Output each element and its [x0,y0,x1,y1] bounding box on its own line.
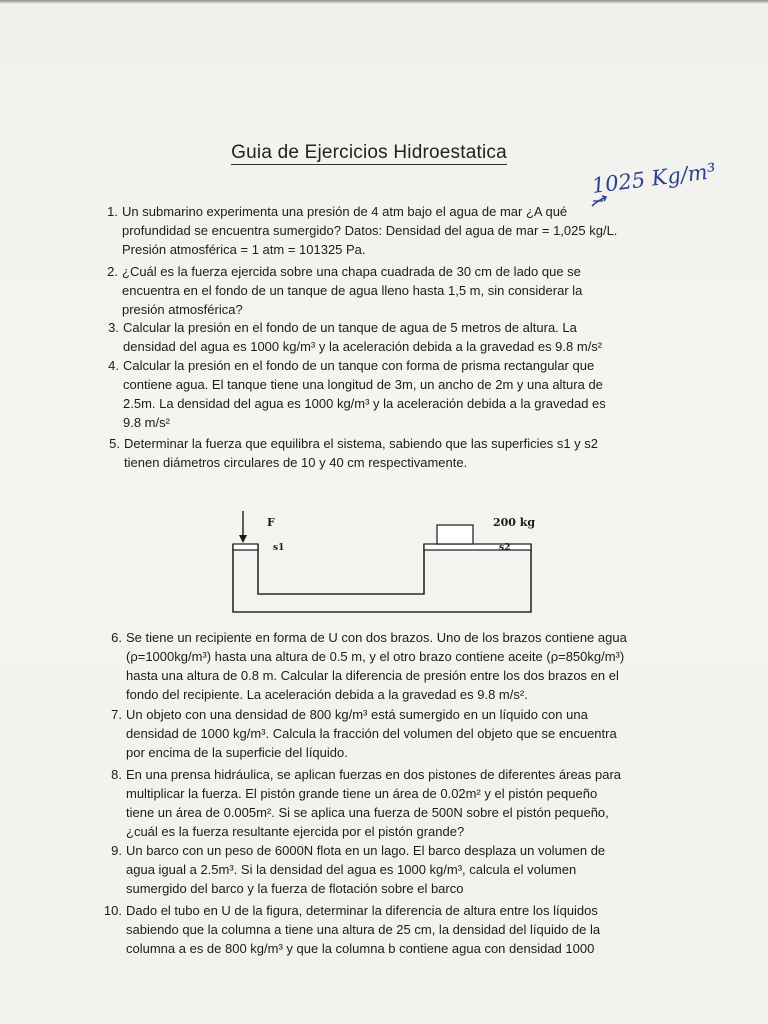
exercise-item [111,705,617,762]
exercise-line: profundidad se encuentra sumergido? Datos: Densidad del agua de mar = 1,025 kg/L. [122,223,618,238]
exercise-item [103,901,601,958]
exercise-number: 9. [111,843,122,858]
exercise-item [107,202,618,259]
document-title-text: Guia de Ejercicios Hidroestatica [231,142,507,163]
piston-s2 [424,544,531,550]
exercise-line: (ρ=1000kg/m³) hasta una altura de 0.5 m, y el otro brazo contiene aceite (ρ=850kg/m³) [126,649,625,664]
exercise-line: 2.5m. La densidad del agua es 1000 kg/m³ y la aceleración debida a la gravedad es [123,396,606,411]
s1-label: s1 [273,543,285,553]
exercise-number: 4. [108,358,119,373]
force-arrow-head [239,535,247,543]
handwritten-note: 1025 Kg/m³ [590,158,718,198]
s2-label: s2 [499,543,511,553]
exercise-line: contiene agua. El tanque tiene una longitud de 3m, un ancho de 2m y una altura de [123,377,603,392]
exercise-line: multiplicar la fuerza. El pistón grande tiene un área de 0.02m² y el pistón pequeño [126,786,598,801]
exercise-item [108,356,606,432]
hydraulic-press-diagram [225,508,555,623]
exercise-item [111,628,627,704]
exercise-line: Calcular la presión en el fondo de un tanque con forma de prisma rectangular que [123,358,595,373]
exercise-line: 9.8 m/s² [123,415,170,430]
exercise-line: Dado el tubo en U de la figura, determinar la diferencia de altura entre los líquidos [126,903,598,918]
exercise-number: 7. [111,707,122,722]
exercise-line: En una prensa hidráulica, se aplican fuerzas en dos pistones de diferentes áreas para [126,767,622,782]
exercise-line: presión atmosférica? [122,302,243,317]
exercise-line: encuentra en el fondo de un tanque de agua lleno hasta 1,5 m, sin considerar la [122,283,583,298]
exercise-line: densidad del agua es 1000 kg/m³ y la aceleración debida a la gravedad es 9.8 m/s² [123,339,603,354]
exercise-number: 3. [108,320,119,335]
exercise-line: por encima de la superficie del líquido. [126,745,348,760]
exercise-line: sumergido del barco y la fuerza de flotación sobre el barco [126,881,464,896]
exercise-number: 10. [103,903,122,918]
exercise-line: hasta una altura de 0.8 m. Calcular la diferencia de presión entre los dos brazos en el [126,668,619,683]
exercise-line: Se tiene un recipiente en forma de U con dos brazos. Uno de los brazos contiene agua [126,630,627,645]
force-label: F [267,516,275,529]
exercise-line: fondo del recipiente. La aceleración debida a la gravedad es 9.8 m/s². [126,687,528,702]
exercise-item [111,841,606,898]
piston-s1 [233,544,258,550]
exercise-number: 5. [109,436,120,451]
exercise-line: Un submarino experimenta una presión de 4 atm bajo el agua de mar ¿A qué [122,204,568,219]
exercise-line: ¿Cuál es la fuerza ejercida sobre una chapa cuadrada de 30 cm de lado que se [122,264,581,279]
exercise-line: tiene un área de 0.005m². Si se aplica una fuerza de 500N sobre el pistón pequeño, [126,805,609,820]
exercise-line: Calcular la presión en el fondo de un tanque de agua de 5 metros de altura. La [123,320,577,335]
exercise-item [108,318,603,356]
exercise-line: Presión atmosférica = 1 atm = 101325 Pa. [122,242,366,257]
exercise-item [107,262,583,319]
exercise-line: Un barco con un peso de 6000N flota en un lago. El barco desplaza un volumen de [126,843,606,858]
exercise-item [111,765,622,841]
exercise-line: tienen diámetros circulares de 10 y 40 cm respectivamente. [124,455,468,470]
exercise-number: 8. [111,767,122,782]
weight-block [437,525,473,544]
exercise-line: Un objeto con una densidad de 800 kg/m³ está sumergido en un líquido con una [126,707,588,722]
exercise-number: 1. [107,204,118,219]
exercise-number: 6. [111,630,122,645]
exercise-line: sabiendo que la columna a tiene una altura de 25 cm, la densidad del líquido de la [126,922,601,937]
weight-label: 200 kg [493,516,536,529]
exercise-line: ¿cuál es la fuerza resultante ejercida por el pistón grande? [126,824,465,839]
exercise-item [109,434,599,472]
exercise-line: agua igual a 2.5m³. Si la densidad del agua es 1000 kg/m³, calcula el volumen [126,862,577,877]
exercise-line: columna a es de 800 kg/m³ y que la columna b contiene agua con densidad 1000 [126,941,595,956]
u-tube-outline [233,544,531,612]
exercise-line: Determinar la fuerza que equilibra el sistema, sabiendo que las superficies s1 y s2 [124,436,599,451]
document-title [0,142,768,164]
exercise-number: 2. [107,264,118,279]
scan-edge-shadow [0,0,768,4]
exercise-line: densidad de 1000 kg/m³. Calcula la fracción del volumen del objeto que se encuentra [126,726,617,741]
